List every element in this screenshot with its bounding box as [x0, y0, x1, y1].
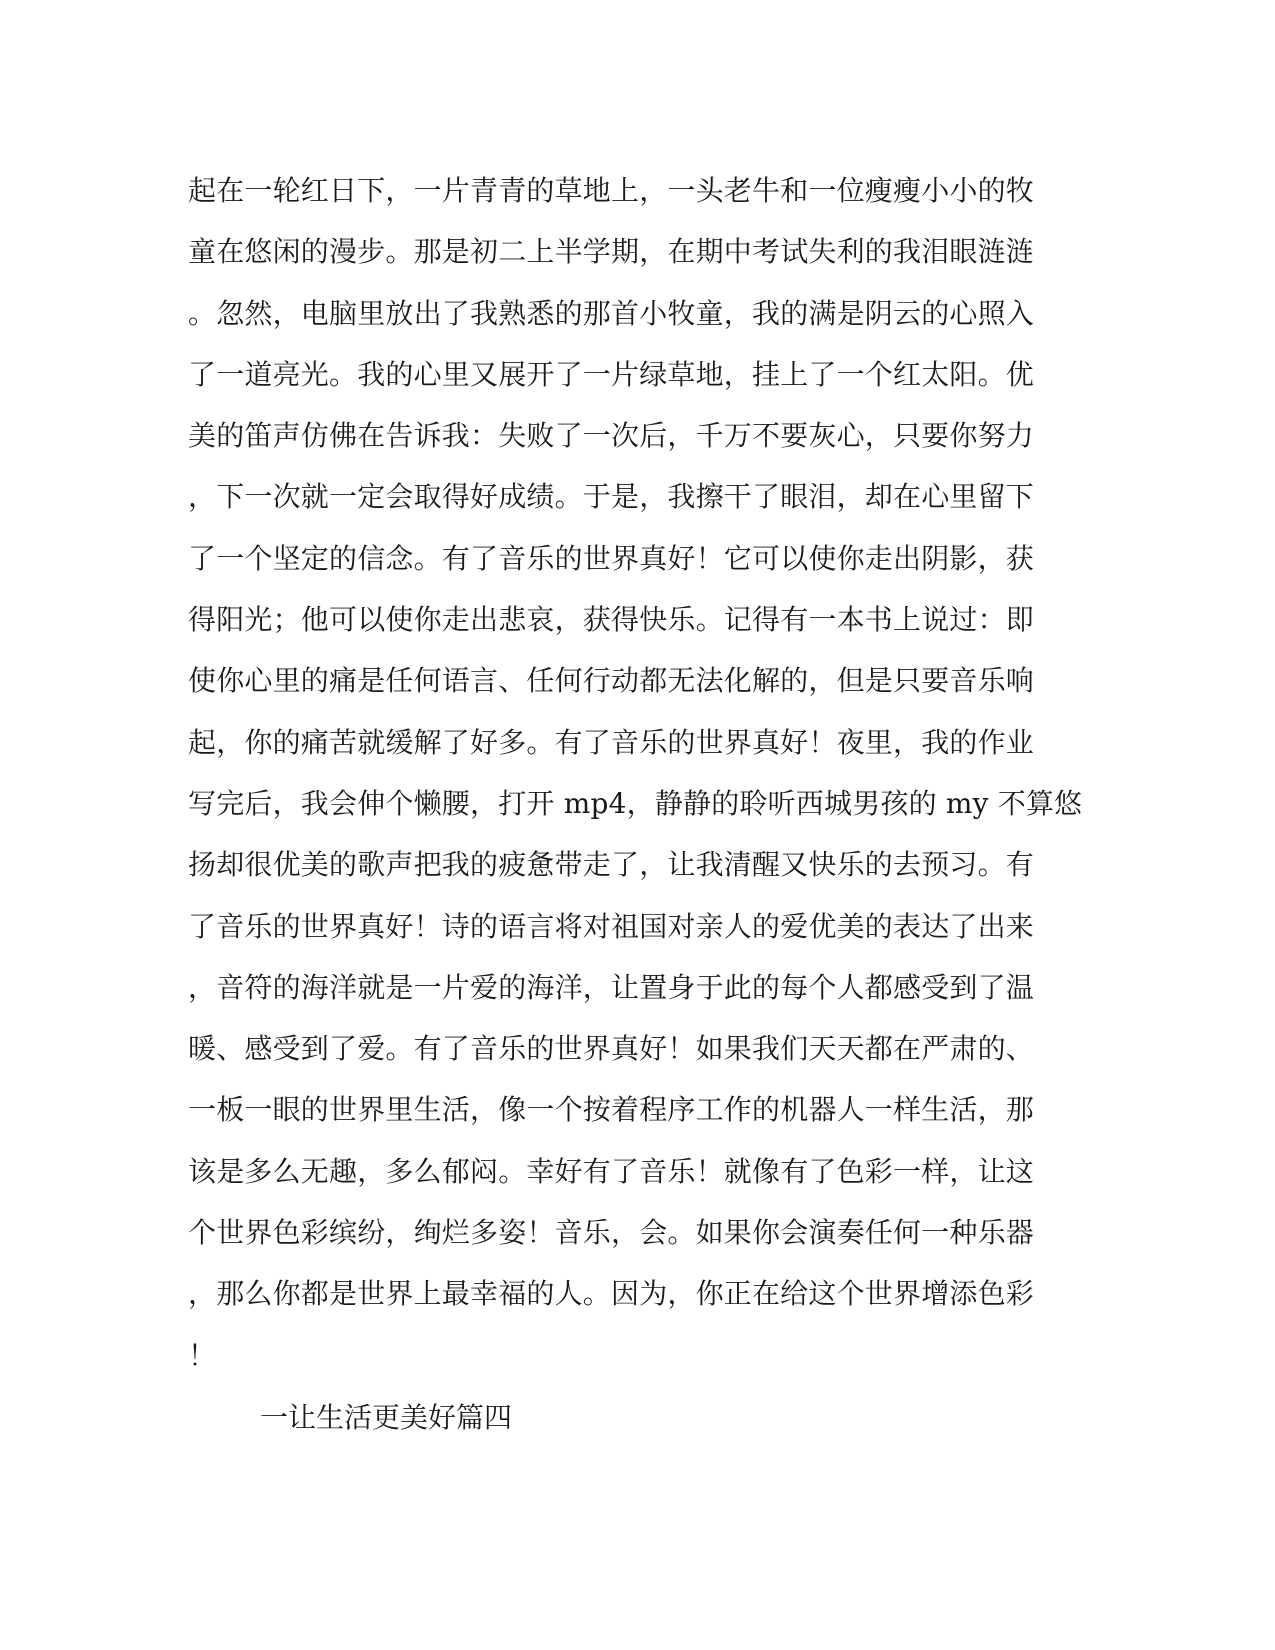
text-line: 使你心里的痛是任何语言、任何行动都无法化解的，但是只要音乐响 [188, 664, 1035, 698]
text-line: 扬却很优美的歌声把我的疲惫带走了，让我清醒又快乐的去预习。有 [188, 848, 1035, 882]
text-line: 美的笛声仿佛在告诉我：失败了一次后，千万不要灰心，只要你努力 [188, 419, 1035, 453]
text-line: 一板一眼的世界里生活，像一个按着程序工作的机器人一样生活，那 [188, 1093, 1035, 1127]
text-line: 个世界色彩缤纷，绚烂多姿！音乐，会。如果你会演奏任何一种乐器 [188, 1216, 1035, 1250]
text-line: ，音符的海洋就是一片爱的海洋，让置身于此的每个人都感受到了温 [188, 970, 1035, 1004]
text-line: 起在一轮红日下，一片青青的草地上，一头老牛和一位瘦瘦小小的牧 [188, 174, 1035, 207]
text-line: ！ [188, 1338, 217, 1372]
text-line: ，下一次就一定会取得好成绩。于是，我擦干了眼泪，却在心里留下 [188, 480, 1035, 514]
text-line: 该是多么无趣，多么郁闷。幸好有了音乐！就像有了色彩一样，让这 [188, 1154, 1035, 1188]
text-line: ，那么你都是世界上最幸福的人。因为，你正在给这个世界增添色彩 [188, 1277, 1035, 1311]
body-paragraph [188, 160, 1088, 1386]
text-line: 得阳光；他可以使你走出悲哀，获得快乐。记得有一本书上说过：即 [188, 603, 1035, 637]
text-line: 。忽然，电脑里放出了我熟悉的那首小牧童，我的满是阴云的心照入 [188, 296, 1035, 330]
text-line: 了一个坚定的信念。有了音乐的世界真好！它可以使你走出阴影，获 [188, 541, 1035, 575]
section-heading: 一让生活更美好篇四 [260, 1401, 513, 1434]
text-line: 了一道亮光。我的心里又展开了一片绿草地，挂上了一个红太阳。优 [188, 357, 1035, 391]
text-line: 写完后，我会伸个懒腰，打开 mp4，静静的聆听西城男孩的 my 不算悠 [188, 786, 1083, 820]
text-line: 起，你的痛苦就缓解了好多。有了音乐的世界真好！夜里，我的作业 [188, 725, 1035, 759]
text-line: 了音乐的世界真好！诗的语言将对祖国对亲人的爱优美的表达了出来 [188, 909, 1035, 943]
text-line: 暖、感受到了爱。有了音乐的世界真好！如果我们天天都在严肃的、 [188, 1032, 1035, 1066]
text-line: 童在悠闲的漫步。那是初二上半学期，在期中考试失利的我泪眼涟涟 [188, 235, 1035, 269]
